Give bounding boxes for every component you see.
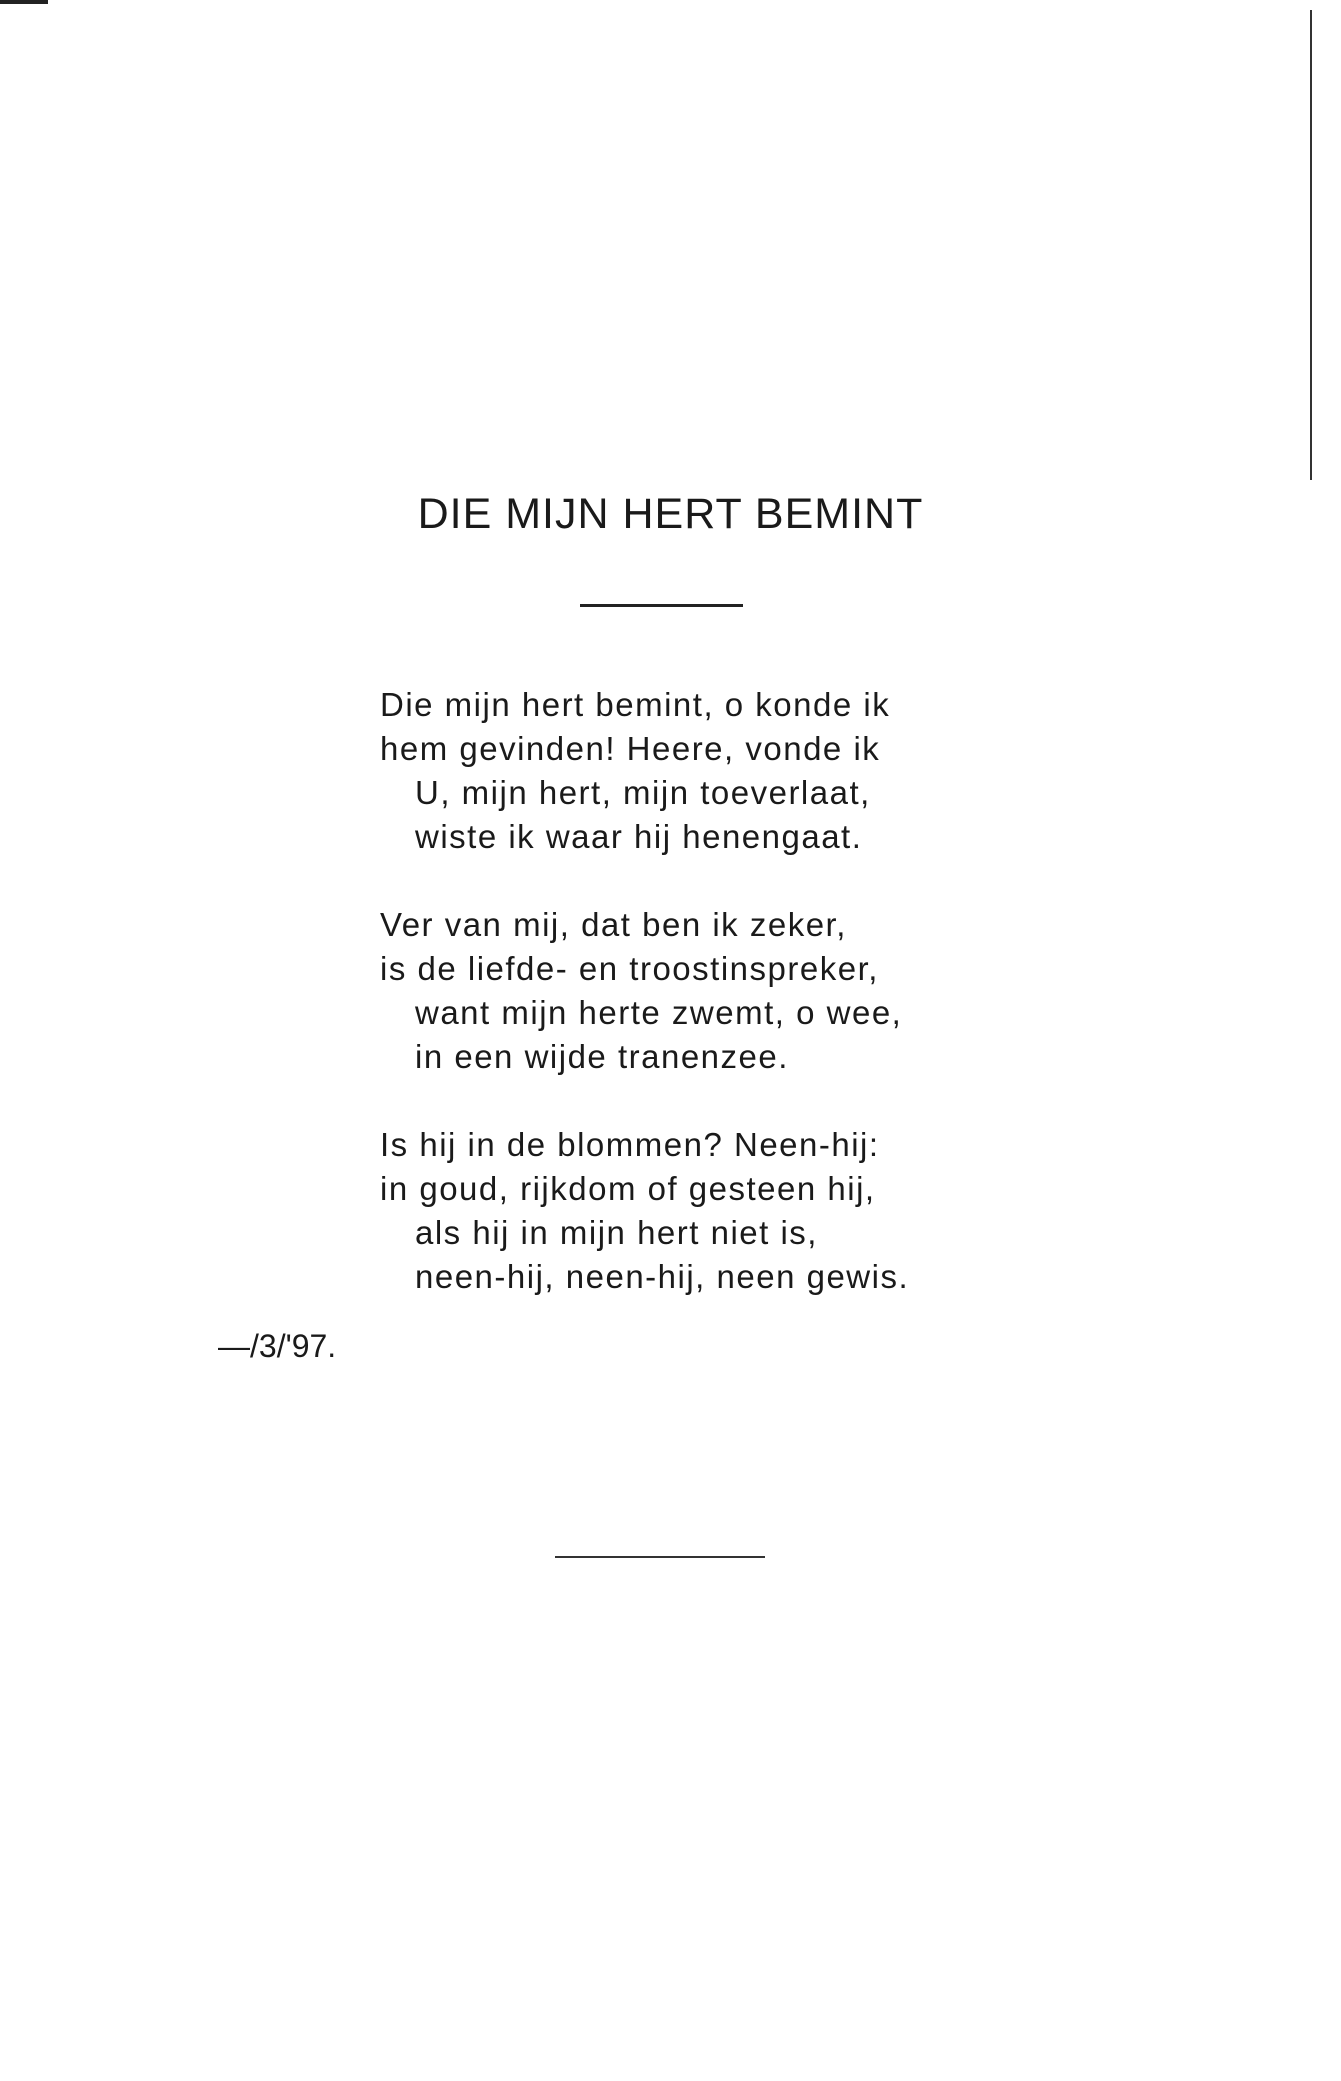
stanza-3 (380, 1123, 909, 1299)
poem-line: Is hij in de blommen? Neen-hij: (380, 1126, 880, 1163)
stanza-2 (380, 903, 909, 1079)
poem-line: is de liefde- en troostinspreker, (380, 950, 879, 987)
poem-line: in een wijde tranenzee. (415, 1038, 789, 1075)
stanza-1 (380, 683, 909, 859)
scan-edge-line (1310, 10, 1312, 480)
poem-title: DIE MIJN HERT BEMINT (417, 490, 924, 538)
poem-line: hem gevinden! Heere, vonde ik (380, 730, 881, 767)
poem-line: als hij in mijn hert niet is, (415, 1214, 818, 1251)
poem-line: wiste ik waar hij henengaat. (415, 818, 863, 855)
poem-line: want mijn herte zwemt, o wee, (415, 994, 903, 1031)
scan-corner-mark (0, 0, 48, 4)
bottom-rule (555, 1556, 765, 1558)
title-rule (580, 604, 743, 607)
poem-line: U, mijn hert, mijn toeverlaat, (415, 774, 871, 811)
poem-line: Die mijn hert bemint, o konde ik (380, 686, 891, 723)
poem-line: neen-hij, neen-hij, neen gewis. (415, 1258, 910, 1295)
poem-body (380, 683, 909, 1343)
poem-line: Ver van mij, dat ben ik zeker, (380, 906, 847, 943)
poem-date: —/3/'97. (218, 1328, 337, 1364)
poem-line: in goud, rijkdom of gesteen hij, (380, 1170, 876, 1207)
